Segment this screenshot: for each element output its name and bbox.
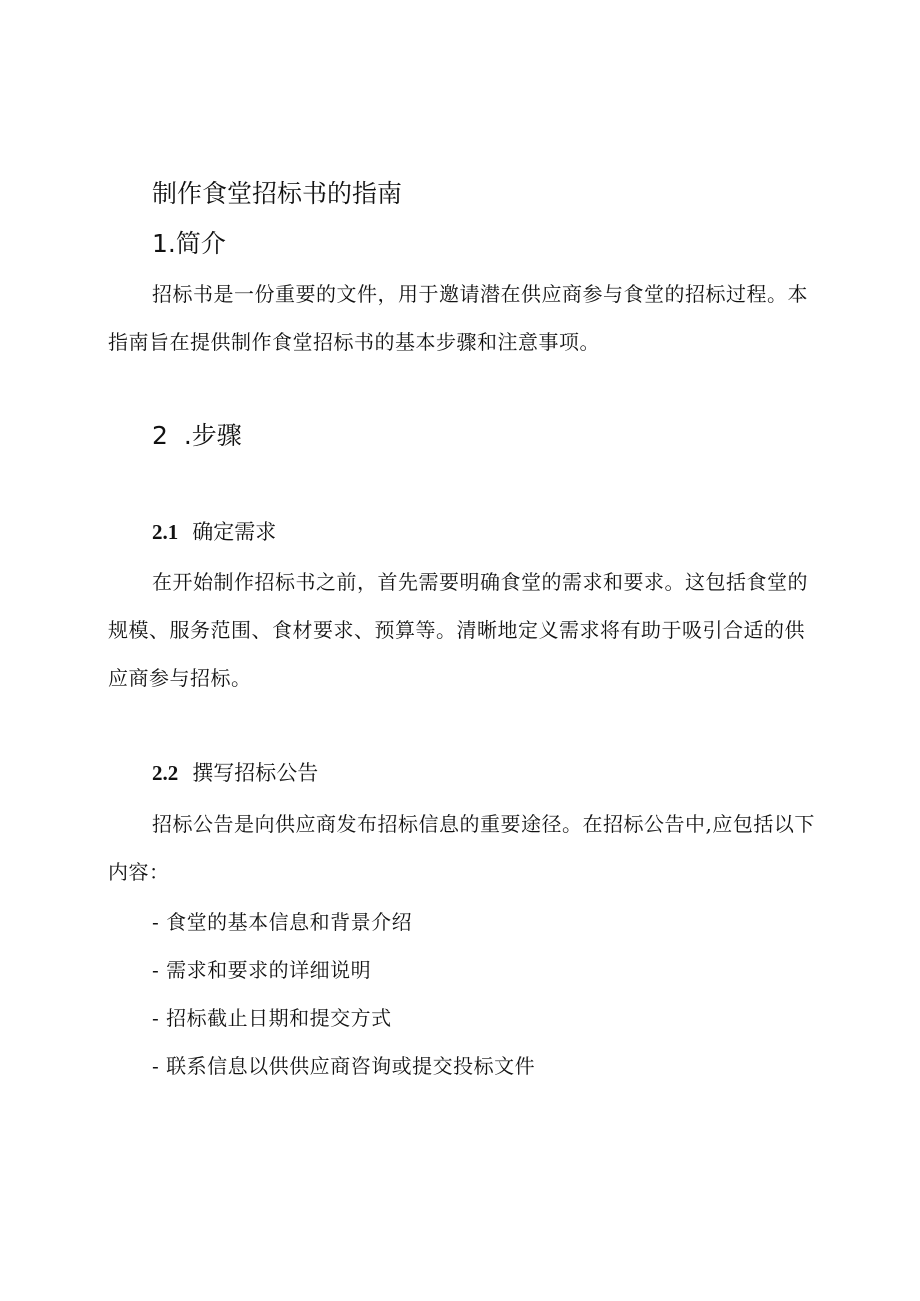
document-title: 制作食堂招标书的指南 [152, 179, 403, 208]
section-heading-intro: 1.简介 [152, 229, 226, 258]
intro-paragraph: 招标书是一份重要的文件，用于邀请潜在供应商参与食堂的招标过程。本指南旨在提供制作食堂招标书的基本步骤和注意事项。 [108, 282, 808, 354]
announcement-content-list [152, 898, 535, 1090]
section-heading-steps-text: .步骤 [183, 421, 242, 450]
list-item: - 招标截止日期和提交方式 [152, 1006, 392, 1030]
announcement-paragraph: 招标公告是向供应商发布招标信息的重要途径。在招标公告中,应包括以下内容： [108, 812, 815, 884]
subsection-heading-2-1 [152, 516, 276, 548]
subsection-number: 2.1 [152, 520, 179, 544]
list-item: - 食堂的基本信息和背景介绍 [152, 910, 413, 934]
requirements-paragraph: 在开始制作招标书之前，首先需要明确食堂的需求和要求。这包括食堂的规模、服务范围、食材要求、预算等。清晰地定义需求将有助于吸引合适的供应商参与招标。 [108, 570, 808, 690]
list-item: - 联系信息以供供应商咨询或提交投标文件 [152, 1054, 536, 1078]
section-heading-steps [152, 418, 242, 454]
subsection-heading-2-2 [152, 757, 318, 789]
subsection-number: 2.2 [152, 761, 179, 785]
subsection-title: 确定需求 [192, 520, 277, 544]
section-heading-steps-number: 2 [152, 421, 168, 450]
subsection-title: 撰写招标公告 [192, 761, 319, 785]
list-item: - 需求和要求的详细说明 [152, 958, 372, 982]
